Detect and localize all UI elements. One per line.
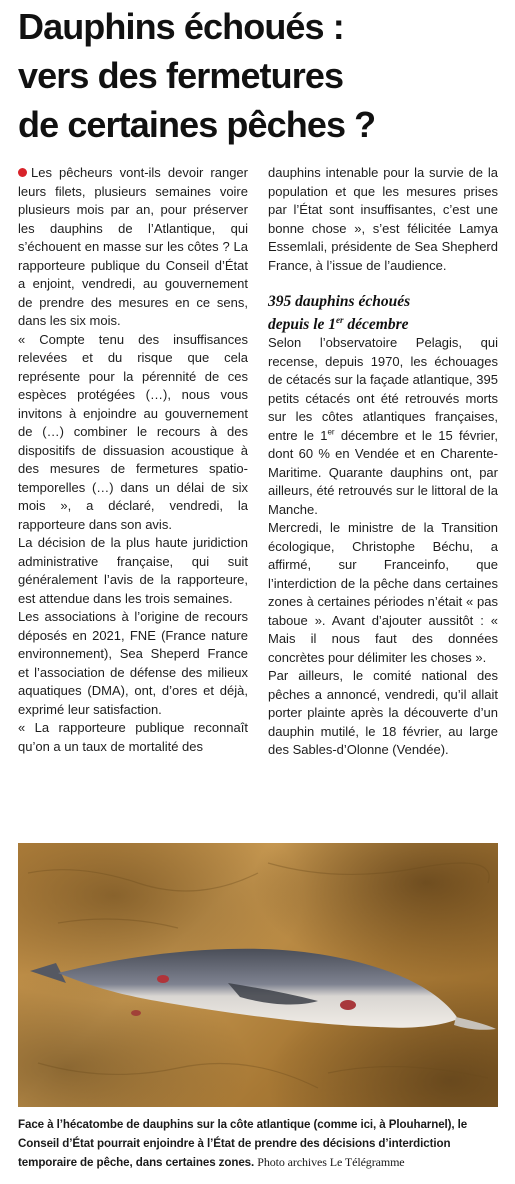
quote-paragraph: « Compte tenu des insuffisances relevées et du risque que cela représente pour la pérennité de ces espèces protégées (…), nous vous invitons à enjoindre au gouvernement de (…) combiner le recours à des dispositifs de dissuasion acoustique à des mesures de fermetures spatio-temporelles (…) dans un délai de six mois », a déclaré, vendredi, la rapporteure dans son avis.	[18, 331, 248, 532]
continued-quote-paragraph: dauphins intenable pour la survie de la population et que les mesures prises par l’État sont insuffisantes, c’est une bonne chose », s’est félicitée Lamya Essemlali, présidente de Sea Shepherd France, à l’issue de l’audience.	[268, 165, 498, 273]
mortality-quote-paragraph: « La rapporteure publique reconnaît qu’on a un taux de mortalité des	[18, 720, 248, 754]
headline	[18, 2, 508, 149]
subhead-line-2: depuis le 1er décembre	[268, 315, 409, 334]
dolphin-illustration	[18, 843, 498, 1107]
pelagis-paragraph: Selon l’observatoire Pelagis, qui recense, depuis 1970, les échouages de cétacés sur la façade atlantique, 395 petits cétacés ont été retrouvés morts sur les côtes atlantiques françaises, entre le 1er décembre et le 15 février, dont 60 % en Vendée et en Charente-Maritime. Quarante dauphins ont, par ailleurs, été retrouvés sur le littoral de la Manche.	[268, 335, 498, 517]
red-bullet-icon	[18, 168, 27, 177]
headline-line-1: Dauphins échoués :	[18, 6, 344, 47]
article-column-left	[18, 164, 248, 756]
lead-paragraph	[18, 164, 248, 331]
section-subhead	[268, 293, 498, 334]
photo-caption	[18, 1115, 508, 1172]
article-column-right	[268, 164, 498, 760]
headline-line-3: de certaines pêches ?	[18, 104, 376, 145]
subhead-line-1: 395 dauphins échoués	[268, 293, 411, 310]
caption-text: Face à l’hécatombe de dauphins sur la côte atlantique (comme ici, à Plouharnel), le Conseil d’État pourrait enjoindre à l’État de prendre des décisions d’interdiction temporaire de pêche, dans certaines zones.	[18, 1118, 468, 1169]
decision-paragraph: La décision de la plus haute juridiction administrative française, qui suit généralement l’avis de la rapporteure, est attendue dans les trois semaines.	[18, 535, 248, 606]
minister-paragraph: Mercredi, le ministre de la Transition écologique, Christophe Béchu, a affirmé, sur Franceinfo, que l’interdiction de la pêche dans certaines zones à certaines périodes n’était « pas taboue ». Avant d’ajouter aussitôt : « Mais il nous faut des données concrètes pour délimiter les choses ».	[268, 520, 498, 665]
associations-paragraph: Les associations à l’origine de recours déposés en 2021, FNE (France nature environnement), Sea Sheperd France et l’association de défense des milieux aquatiques (DMA), ont, d’ores et déjà, exprimé leur satisfaction.	[18, 609, 248, 717]
beached-dolphin-photo	[18, 843, 498, 1107]
complaint-paragraph: Par ailleurs, le comité national des pêches a annoncé, vendredi, qu’il allait porter plainte après la découverte d’un dauphin mutilé, le 18 février, au large des Sables-d’Olonne (Vendée).	[268, 668, 498, 758]
photo-credit: Photo archives Le Télégramme	[257, 1155, 405, 1169]
headline-line-2: vers des fermetures	[18, 55, 344, 96]
lead-text: Les pêcheurs vont-ils devoir ranger leurs filets, plusieurs semaines voire plusieurs mois par an, pour préserver les dauphins de l’Atlantique, qui s’échouent en masse sur les côtes ? La rapporteure publique du Conseil d’État a enjoint, vendredi, au gouvernement de prendre des mesures en ce sens, dans les six mois.	[18, 165, 248, 328]
